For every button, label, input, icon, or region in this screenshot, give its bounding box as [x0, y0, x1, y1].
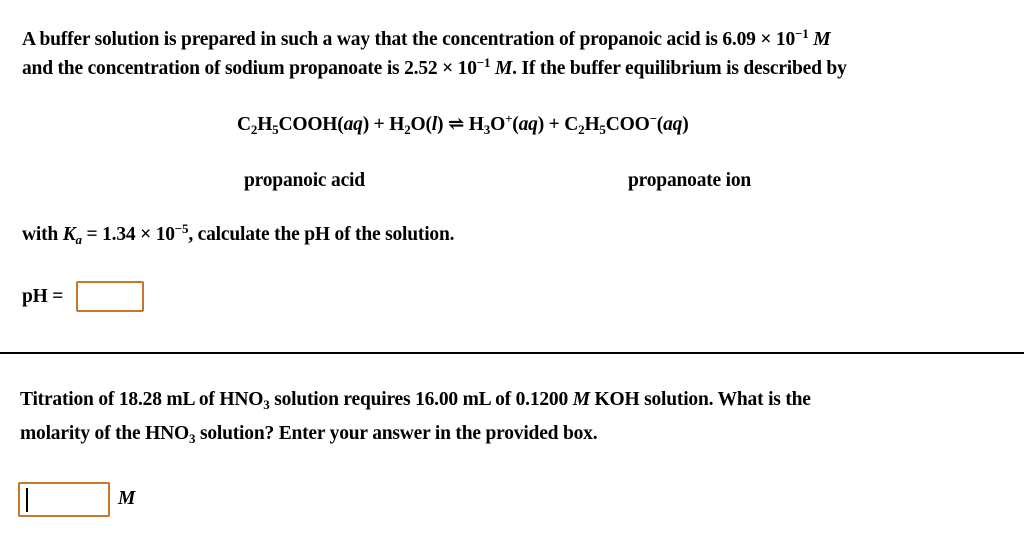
- eq-part: ): [682, 114, 689, 135]
- ka-sentence: [22, 221, 455, 247]
- eq-part: O: [490, 114, 506, 135]
- eq-part: C: [237, 114, 251, 135]
- label-propanoic-acid: propanoic acid: [244, 170, 365, 191]
- eq-sup: +: [505, 111, 513, 126]
- q2-line1-text-b: solution requires 16.00 mL of 0.1200: [269, 389, 573, 410]
- q1-text-line-1: [22, 26, 831, 51]
- eq-state: l: [431, 114, 438, 135]
- molarity-unit: M: [118, 488, 136, 509]
- molarity-answer-box[interactable]: [18, 482, 110, 517]
- eq-sub: 5: [272, 122, 279, 137]
- q2-text-line-1: [20, 389, 811, 411]
- ka-with: with: [22, 224, 63, 245]
- eq-sub: 2: [250, 122, 258, 137]
- eq-part: O(: [410, 114, 432, 135]
- section-divider: [0, 352, 1024, 354]
- eq-part: ) + H: [362, 114, 405, 135]
- ph-label: pH =: [22, 286, 64, 307]
- q1-line2-unit: M: [495, 58, 513, 79]
- q1-line2-exponent: −1: [476, 55, 491, 70]
- q2-line2-text: molarity of the HNO: [20, 423, 189, 444]
- eq-part: ) ⇌ H: [437, 114, 484, 135]
- eq-part: COO: [605, 114, 650, 135]
- eq-sup: −: [649, 111, 657, 126]
- q1-line1-text: A buffer solution is prepared in such a way that the concentration of propanoic acid is 6.09 × 10: [22, 29, 796, 50]
- equilibrium-equation: [237, 112, 688, 136]
- ka-value: = 1.34 × 10: [81, 224, 175, 245]
- q2-line1-text: Titration of 18.28 mL of HNO: [20, 389, 264, 410]
- ka-symbol: K: [62, 224, 76, 245]
- q1-line1-exponent: −1: [795, 26, 809, 41]
- eq-state: aq: [663, 114, 683, 135]
- ka-subscript: a: [75, 232, 82, 247]
- q1-line1-unit: M: [813, 29, 831, 50]
- eq-sub: 5: [599, 122, 606, 137]
- q2-line1-text-c: KOH solution. What is the: [589, 389, 811, 410]
- q1-text-line-2: [22, 55, 847, 80]
- q2-line2-sub: 3: [188, 431, 196, 446]
- q1-line2-text: and the concentration of sodium propanoate is 2.52 × 10: [22, 58, 477, 79]
- eq-sub: 2: [578, 122, 585, 137]
- ph-answer-input[interactable]: [76, 281, 144, 312]
- eq-sub: 2: [404, 122, 411, 137]
- q2-text-line-2: [20, 423, 597, 445]
- label-propanoate-ion: propanoate ion: [628, 170, 752, 191]
- ka-rest: , calculate the pH of the solution.: [188, 224, 455, 245]
- ka-exponent: −5: [174, 221, 189, 236]
- eq-part: H: [257, 114, 273, 135]
- eq-part: (: [512, 114, 519, 135]
- text-cursor: [26, 488, 28, 512]
- q2-line1-molar: M: [572, 389, 590, 410]
- eq-sub: 3: [483, 122, 491, 137]
- eq-part: (: [656, 114, 664, 135]
- q2-line1-sub: 3: [263, 397, 270, 412]
- q2-line2-text-b: solution? Enter your answer in the provided box.: [195, 423, 598, 444]
- eq-part: COOH(: [278, 114, 344, 135]
- eq-state: aq: [518, 114, 538, 135]
- eq-part: H: [584, 114, 600, 135]
- eq-state: aq: [343, 114, 363, 135]
- q1-line2-text-b: . If the buffer equilibrium is described by: [512, 58, 847, 79]
- eq-part: ) + C: [537, 114, 579, 135]
